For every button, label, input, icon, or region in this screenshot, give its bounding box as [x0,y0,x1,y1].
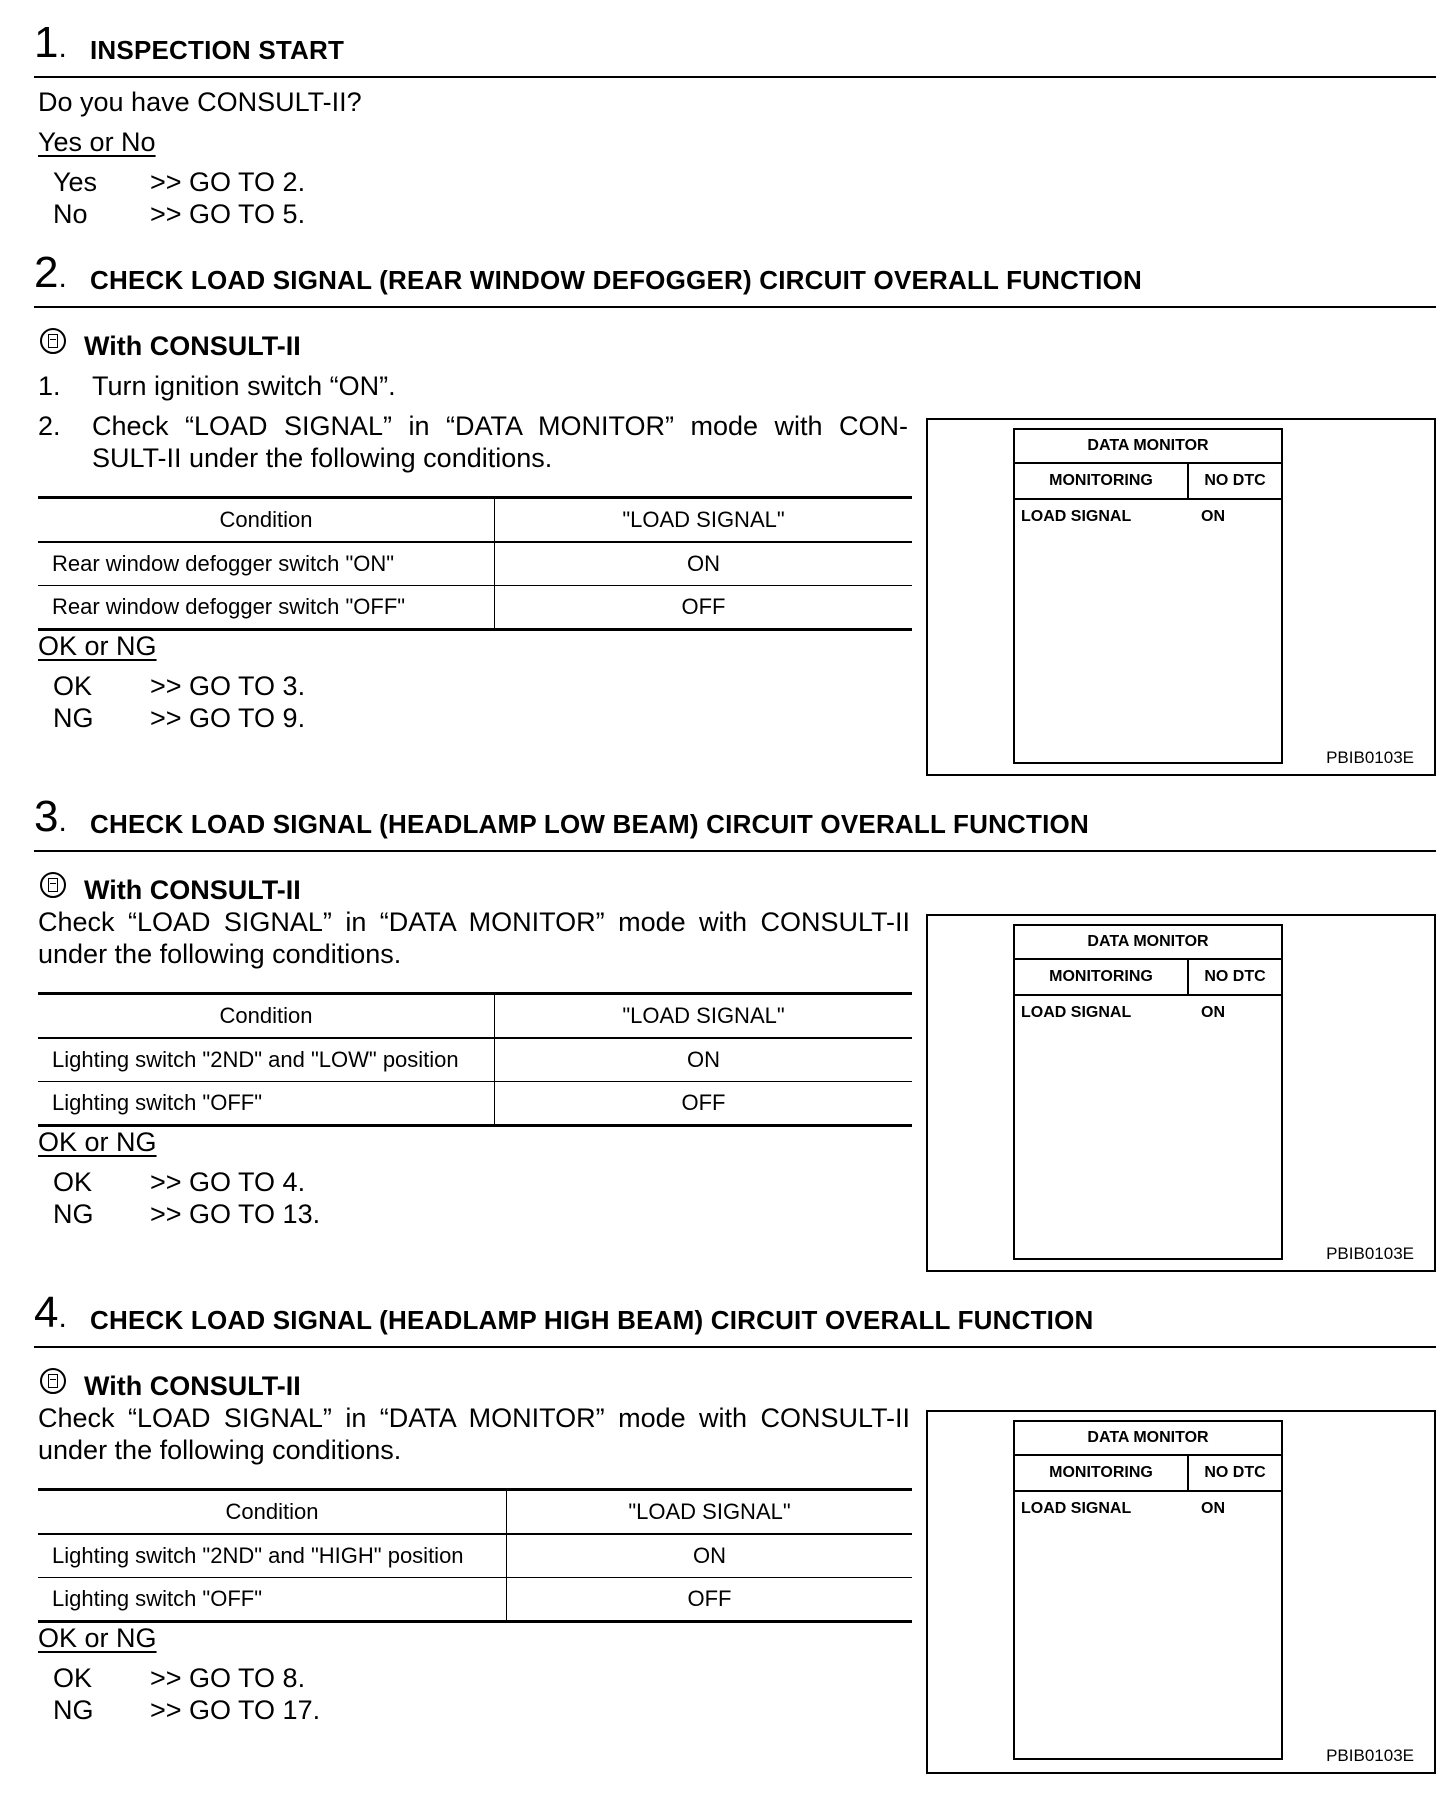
table-header: "LOAD SIGNAL" [495,498,913,543]
data-monitor-figure [926,914,1436,1272]
table-cell: Rear window defogger switch "ON" [38,542,495,586]
screen-title: DATA MONITOR [1015,1422,1281,1456]
result-label: Yes [53,167,98,197]
table-cell: ON [495,542,913,586]
step-1-header [34,18,1436,78]
step-2-header [34,248,1436,308]
screen-title: DATA MONITOR [1015,430,1281,464]
condition-table [38,496,912,631]
table-header: "LOAD SIGNAL" [507,1490,913,1535]
table-row [38,1578,912,1622]
condition-table [38,992,912,1127]
result-action: >> GO TO 17. [150,1695,321,1725]
step-number: 1. [34,18,67,67]
table-header: Condition [38,498,495,543]
data-monitor-screen [1013,924,1283,1260]
table-cell: ON [495,1038,913,1082]
result-label: OK [53,1663,93,1693]
figure-code: PBIB0103E [1326,1746,1414,1765]
with-consult-label: With CONSULT-II [84,331,301,361]
monitor-item: LOAD SIGNAL [1021,1004,1132,1021]
result-label: NG [53,1199,94,1229]
condition-table [38,1488,912,1623]
monitor-value: ON [1201,1500,1225,1517]
step-title: CHECK LOAD SIGNAL (HEADLAMP LOW BEAM) CIRCUIT OVERALL FUNCTION [90,809,1089,839]
monitoring-label: MONITORING [1015,464,1189,498]
no-dtc-label: NO DTC [1204,1464,1266,1481]
table-cell: Lighting switch "2ND" and "LOW" position [38,1038,495,1082]
result-label: No [53,199,88,229]
table-cell: Lighting switch "OFF" [38,1578,507,1622]
monitoring-label: MONITORING [1015,1456,1189,1490]
instruction-number: 1. [38,371,61,401]
data-monitor-figure [926,418,1436,776]
step-title: CHECK LOAD SIGNAL (HEADLAMP HIGH BEAM) CIRCUIT OVERALL FUNCTION [90,1305,1094,1335]
step-2-choice-label: OK or NG [38,631,157,661]
table-header: "LOAD SIGNAL" [495,994,913,1039]
consult-icon [40,1368,66,1394]
screen-title: DATA MONITOR [1015,926,1281,960]
table-row [38,586,912,630]
monitor-item: LOAD SIGNAL [1021,1500,1132,1517]
instruction-text: Check “LOAD SIGNAL” in “DATA MONITOR” mode with CONSULT-II under the following conditions. [38,1403,910,1465]
table-cell: OFF [495,586,913,630]
monitor-value: ON [1201,508,1225,525]
step-1-choice-label: Yes or No [38,127,156,157]
step-title: INSPECTION START [90,35,345,65]
consult-icon [40,328,66,354]
result-action: >> GO TO 3. [150,671,306,701]
table-cell: OFF [507,1578,913,1622]
table-cell: OFF [495,1082,913,1126]
table-header: Condition [38,1490,507,1535]
monitoring-label: MONITORING [1015,960,1189,994]
table-cell: Lighting switch "OFF" [38,1082,495,1126]
result-label: NG [53,703,94,733]
step-number: 3. [34,792,67,841]
step-4-choice-label: OK or NG [38,1623,157,1653]
step-4-header [34,1288,1436,1348]
table-header: Condition [38,994,495,1039]
instruction-text: Check “LOAD SIGNAL” in “DATA MONITOR” mode with CON-SULT-II under the following conditions. [92,411,908,473]
table-row [38,542,912,586]
step-number: 2. [34,248,67,297]
result-label: OK [53,1167,93,1197]
result-action: >> GO TO 8. [150,1663,306,1693]
instruction-text: Check “LOAD SIGNAL” in “DATA MONITOR” mode with CONSULT-II under the following conditions. [38,907,910,969]
table-row [38,1534,912,1578]
with-consult-label: With CONSULT-II [84,1371,301,1401]
result-action: >> GO TO 5. [150,199,306,229]
table-cell: Rear window defogger switch "OFF" [38,586,495,630]
instruction-text: Turn ignition switch “ON”. [92,371,396,401]
result-action: >> GO TO 13. [150,1199,321,1229]
figure-code: PBIB0103E [1326,1244,1414,1263]
result-action: >> GO TO 9. [150,703,306,733]
step-3-header [34,792,1436,852]
instruction-number: 2. [38,411,61,441]
data-monitor-figure [926,1410,1436,1774]
data-monitor-screen [1013,428,1283,764]
result-action: >> GO TO 2. [150,167,306,197]
step-3-choice-label: OK or NG [38,1127,157,1157]
figure-code: PBIB0103E [1326,748,1414,767]
no-dtc-label: NO DTC [1204,968,1266,985]
table-row [38,1082,912,1126]
step-title: CHECK LOAD SIGNAL (REAR WINDOW DEFOGGER) CIRCUIT OVERALL FUNCTION [90,265,1143,295]
result-label: NG [53,1695,94,1725]
step-1-question: Do you have CONSULT-II? [38,87,362,117]
result-label: OK [53,671,93,701]
data-monitor-screen [1013,1420,1283,1760]
table-row [38,1038,912,1082]
monitor-item: LOAD SIGNAL [1021,508,1132,525]
with-consult-label: With CONSULT-II [84,875,301,905]
result-action: >> GO TO 4. [150,1167,306,1197]
table-cell: ON [507,1534,913,1578]
monitor-value: ON [1201,1004,1225,1021]
no-dtc-label: NO DTC [1204,472,1266,489]
table-cell: Lighting switch "2ND" and "HIGH" position [38,1534,507,1578]
consult-icon [40,872,66,898]
step-number: 4. [34,1288,67,1337]
